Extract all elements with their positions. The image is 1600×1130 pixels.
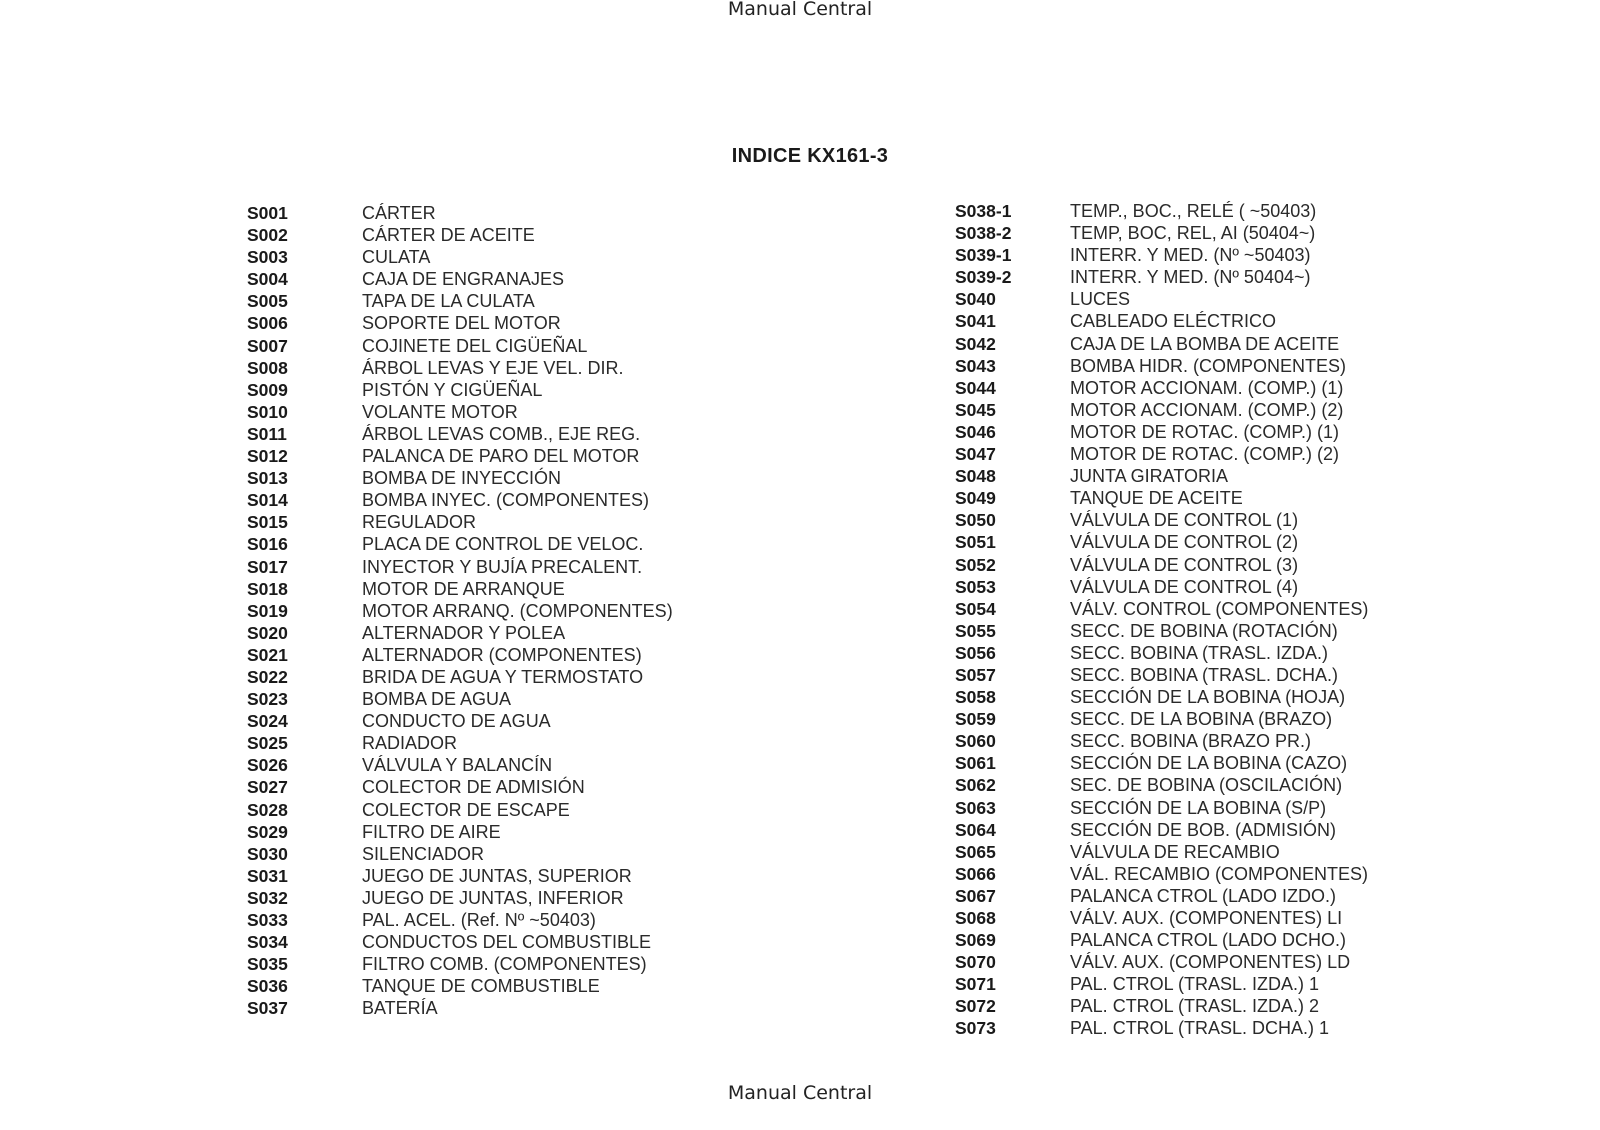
section-code: S071 [955,974,996,995]
section-code: S029 [247,821,288,842]
section-code: S008 [247,357,288,378]
index-entry [955,487,1368,509]
section-code: S057 [955,664,996,685]
index-entry [955,907,1368,929]
index-entry [955,1017,1368,1039]
section-description: PAL. CTROL (TRASL. IZDA.) 1 [1070,974,1320,995]
section-code: S066 [955,863,996,884]
index-entry [955,664,1368,686]
index-entry [955,951,1368,973]
section-code: S028 [247,799,288,820]
index-entry [955,421,1368,443]
index-entry [247,732,673,754]
section-code: S047 [955,444,996,465]
section-code: S019 [247,600,288,621]
index-entry [955,708,1368,730]
index-entry [247,887,673,909]
section-description: VÁLVULA DE CONTROL (4) [1070,576,1299,597]
index-entry [247,600,673,622]
section-description: PLACA DE CONTROL DE VELOC. [362,534,644,555]
index-column-right [955,200,1368,1040]
index-entry [247,644,673,666]
section-description: VÁLVULA Y BALANCÍN [362,755,553,776]
section-code: S005 [247,291,288,312]
section-description: CONDUCTO DE AGUA [362,711,551,732]
section-description: JUNTA GIRATORIA [1070,466,1229,487]
index-entry [247,511,673,533]
section-description: JUEGO DE JUNTAS, INFERIOR [362,887,624,908]
index-entry [955,244,1368,266]
section-description: PALANCA CTROL (LADO DCHO.) [1070,930,1347,951]
index-entry [955,310,1368,332]
section-code: S032 [247,887,288,908]
section-description: MOTOR DE ROTAC. (COMP.) (1) [1070,421,1340,442]
index-entry [955,929,1368,951]
section-code: S017 [247,556,288,577]
index-entry [247,953,673,975]
section-description: INTERR. Y MED. (Nº 50404~) [1070,267,1311,288]
index-entry [955,288,1368,310]
index-entry [247,556,673,578]
section-description: PALANCA DE PARO DEL MOTOR [362,446,640,467]
section-code: S064 [955,819,996,840]
running-header: Manual Central [727,0,873,20]
section-description: LUCES [1070,289,1131,310]
index-entry [247,423,673,445]
section-code: S003 [247,247,288,268]
index-entry [955,752,1368,774]
section-code: S020 [247,622,288,643]
section-code: S072 [955,996,996,1017]
section-code: S025 [247,733,288,754]
section-description: SECCIÓN DE LA BOBINA (HOJA) [1070,687,1346,708]
index-entry [955,443,1368,465]
section-code: S069 [955,930,996,951]
running-footer: Manual Central [727,1082,873,1104]
section-code: S039-1 [955,245,1012,266]
section-code: S048 [955,466,996,487]
section-code: S010 [247,401,288,422]
index-entry [247,865,673,887]
index-entry [955,576,1368,598]
section-code: S055 [955,620,996,641]
section-code: S046 [955,421,996,442]
index-entry [247,975,673,997]
section-description: INYECTOR Y BUJÍA PRECALENT. [362,556,643,577]
index-entry [247,710,673,732]
index-entry [247,268,673,290]
section-description: JUEGO DE JUNTAS, SUPERIOR [362,865,632,886]
section-code: S024 [247,711,288,732]
section-code: S027 [247,777,288,798]
section-description: BOMBA INYEC. (COMPONENTES) [362,490,650,511]
index-entry [247,776,673,798]
section-code: S073 [955,1018,996,1039]
section-description: SECC. BOBINA (TRASL. DCHA.) [1070,664,1339,685]
index-entry [247,224,673,246]
index-entry [955,200,1368,222]
section-description: SECC. DE BOBINA (ROTACIÓN) [1070,620,1338,641]
index-entry [247,622,673,644]
section-description: MOTOR DE ARRANQUE [362,578,565,599]
index-entry [955,399,1368,421]
section-description: CONDUCTOS DEL COMBUSTIBLE [362,932,652,953]
section-code: S061 [955,753,996,774]
section-code: S002 [247,225,288,246]
index-entry [955,730,1368,752]
section-code: S034 [247,932,288,953]
section-description: SEC. DE BOBINA (OSCILACIÓN) [1070,775,1343,796]
section-code: S058 [955,687,996,708]
section-code: S042 [955,333,996,354]
section-code: S044 [955,377,996,398]
index-entry [955,377,1368,399]
section-code: S018 [247,578,288,599]
section-description: TANQUE DE COMBUSTIBLE [362,976,600,997]
section-description: CULATA [362,247,431,268]
section-description: BOMBA DE INYECCIÓN [362,468,562,489]
section-description: ALTERNADOR (COMPONENTES) [362,644,642,665]
section-description: COLECTOR DE ADMISIÓN [362,777,585,798]
section-description: SILENCIADOR [362,843,485,864]
section-code: S053 [955,576,996,597]
index-entry [247,578,673,600]
section-code: S036 [247,976,288,997]
section-description: PAL. ACEL. (Ref. Nº ~50403) [362,910,596,930]
section-code: S068 [955,908,996,928]
section-description: FILTRO COMB. (COMPONENTES) [362,954,647,975]
section-code: S004 [247,269,288,290]
section-description: TANQUE DE ACEITE [1070,488,1243,509]
index-entry [247,290,673,312]
section-description: INTERR. Y MED. (Nº ~50403) [1070,245,1311,266]
index-entry [247,379,673,401]
section-description: VÁLV. AUX. (COMPONENTES) LI [1070,908,1343,928]
section-description: TEMP, BOC, REL, AI (50404~) [1070,223,1316,244]
section-description: CAJA DE ENGRANAJES [362,269,565,290]
section-code: S009 [247,379,288,400]
section-code: S022 [247,666,288,687]
section-code: S033 [247,910,288,930]
section-description: PALANCA CTROL (LADO IZDO.) [1070,885,1337,906]
section-description: SECCIÓN DE LA BOBINA (CAZO) [1070,753,1348,774]
index-entry [955,598,1368,620]
section-code: S041 [955,311,996,332]
section-description: BRIDA DE AGUA Y TERMOSTATO [362,666,644,687]
index-entry [247,821,673,843]
index-entry [247,357,673,379]
section-description: PISTÓN Y CIGÜEÑAL [362,379,543,400]
section-description: VÁLVULA DE CONTROL (2) [1070,532,1299,553]
section-code: S065 [955,841,996,862]
section-description: ALTERNADOR Y POLEA [362,622,566,643]
section-code: S039-2 [955,267,1012,288]
section-code: S037 [247,998,288,1019]
index-entry [247,467,673,489]
index-entry [955,266,1368,288]
index-entry [955,973,1368,995]
section-code: S038-2 [955,223,1012,244]
section-description: CABLEADO ELÉCTRICO [1070,311,1277,332]
section-code: S023 [247,689,288,710]
section-description: REGULADOR [362,512,477,533]
index-entry [955,554,1368,576]
section-description: ÁRBOL LEVAS COMB., EJE REG. [362,423,641,444]
section-description: MOTOR DE ROTAC. (COMP.) (2) [1070,444,1340,465]
section-description: SECCIÓN DE LA BOBINA (S/P) [1070,797,1327,818]
section-code: S059 [955,709,996,730]
section-description: FILTRO DE AIRE [362,821,501,842]
section-code: S067 [955,885,996,906]
index-entry [955,509,1368,531]
index-entry [955,841,1368,863]
index-entry [955,797,1368,819]
section-code: S062 [955,775,996,796]
index-entry [955,465,1368,487]
section-description: VÁL. RECAMBIO (COMPONENTES) [1070,863,1369,884]
section-description: MOTOR ACCIONAM. (COMP.) (2) [1070,399,1344,420]
section-code: S013 [247,468,288,489]
section-code: S049 [955,488,996,509]
index-entry [955,355,1368,377]
section-description: CAJA DE LA BOMBA DE ACEITE [1070,333,1340,354]
section-code: S021 [247,644,288,665]
index-entry [247,312,673,334]
section-code: S026 [247,755,288,776]
index-entry [247,843,673,865]
index-entry [955,885,1368,907]
section-code: S060 [955,731,996,752]
index-entry [247,533,673,555]
section-code: S038-1 [955,201,1012,221]
index-entry [247,202,673,224]
index-entry [247,799,673,821]
page-title: INDICE KX161-3 [731,145,889,167]
section-description: VÁLVULA DE RECAMBIO [1070,841,1280,862]
index-entry [955,333,1368,355]
section-code: S001 [247,203,288,223]
section-code: S007 [247,335,288,356]
section-description: TEMP., BOC., RELÉ ( ~50403) [1070,201,1317,221]
section-description: BATERÍA [362,998,438,1019]
index-entry [955,686,1368,708]
section-code: S015 [247,512,288,533]
section-code: S056 [955,642,996,663]
section-description: SECC. DE LA BOBINA (BRAZO) [1070,709,1333,730]
index-entry [247,401,673,423]
section-code: S045 [955,399,996,420]
index-entry [247,754,673,776]
section-description: VÁLV. AUX. (COMPONENTES) LD [1070,952,1351,973]
section-code: S035 [247,954,288,975]
section-description: VÁLVULA DE CONTROL (3) [1070,554,1299,575]
section-code: S012 [247,446,288,467]
section-code: S006 [247,313,288,334]
section-description: COLECTOR DE ESCAPE [362,799,570,820]
section-description: SECCIÓN DE BOB. (ADMISIÓN) [1070,819,1337,840]
section-code: S030 [247,843,288,864]
index-entry [247,246,673,268]
section-description: RADIADOR [362,733,458,754]
section-description: VÁLVULA DE CONTROL (1) [1070,510,1299,531]
section-code: S043 [955,355,996,376]
section-description: SECC. BOBINA (BRAZO PR.) [1070,731,1312,752]
section-description: BOMBA DE AGUA [362,689,512,710]
section-description: SOPORTE DEL MOTOR [362,313,561,334]
section-code: S040 [955,289,996,310]
index-entry [247,335,673,357]
section-code: S052 [955,554,996,575]
section-description: VÁLV. CONTROL (COMPONENTES) [1070,598,1369,619]
section-code: S014 [247,490,288,511]
index-entry [247,666,673,688]
section-code: S011 [247,423,287,444]
index-entry [955,863,1368,885]
index-column-left [247,202,673,1019]
index-entry [247,909,673,931]
section-description: ÁRBOL LEVAS Y EJE VEL. DIR. [362,357,624,378]
section-description: BOMBA HIDR. (COMPONENTES) [1070,355,1347,376]
index-entry [955,642,1368,664]
section-code: S063 [955,797,996,818]
section-code: S054 [955,598,996,619]
index-entry [955,774,1368,796]
section-description: VOLANTE MOTOR [362,401,518,422]
section-description: CÁRTER DE ACEITE [362,225,535,246]
index-entry [955,620,1368,642]
section-code: S016 [247,534,288,555]
index-entry [247,445,673,467]
index-entry [247,997,673,1019]
section-description: CÁRTER [362,203,436,223]
section-description: SECC. BOBINA (TRASL. IZDA.) [1070,642,1329,663]
section-description: PAL. CTROL (TRASL. DCHA.) 1 [1070,1018,1330,1039]
index-entry [955,531,1368,553]
index-entry [247,688,673,710]
section-code: S031 [247,865,288,886]
section-description: COJINETE DEL CIGÜEÑAL [362,335,588,356]
section-description: MOTOR ARRANQ. (COMPONENTES) [362,600,673,621]
section-code: S050 [955,510,996,531]
index-entry [955,222,1368,244]
section-description: TAPA DE LA CULATA [362,291,535,312]
index-entry [247,931,673,953]
section-code: S070 [955,952,996,973]
section-code: S051 [955,532,996,553]
index-entry [247,489,673,511]
index-entry [955,819,1368,841]
index-entry [955,995,1368,1017]
section-description: PAL. CTROL (TRASL. IZDA.) 2 [1070,996,1320,1017]
section-description: MOTOR ACCIONAM. (COMP.) (1) [1070,377,1344,398]
